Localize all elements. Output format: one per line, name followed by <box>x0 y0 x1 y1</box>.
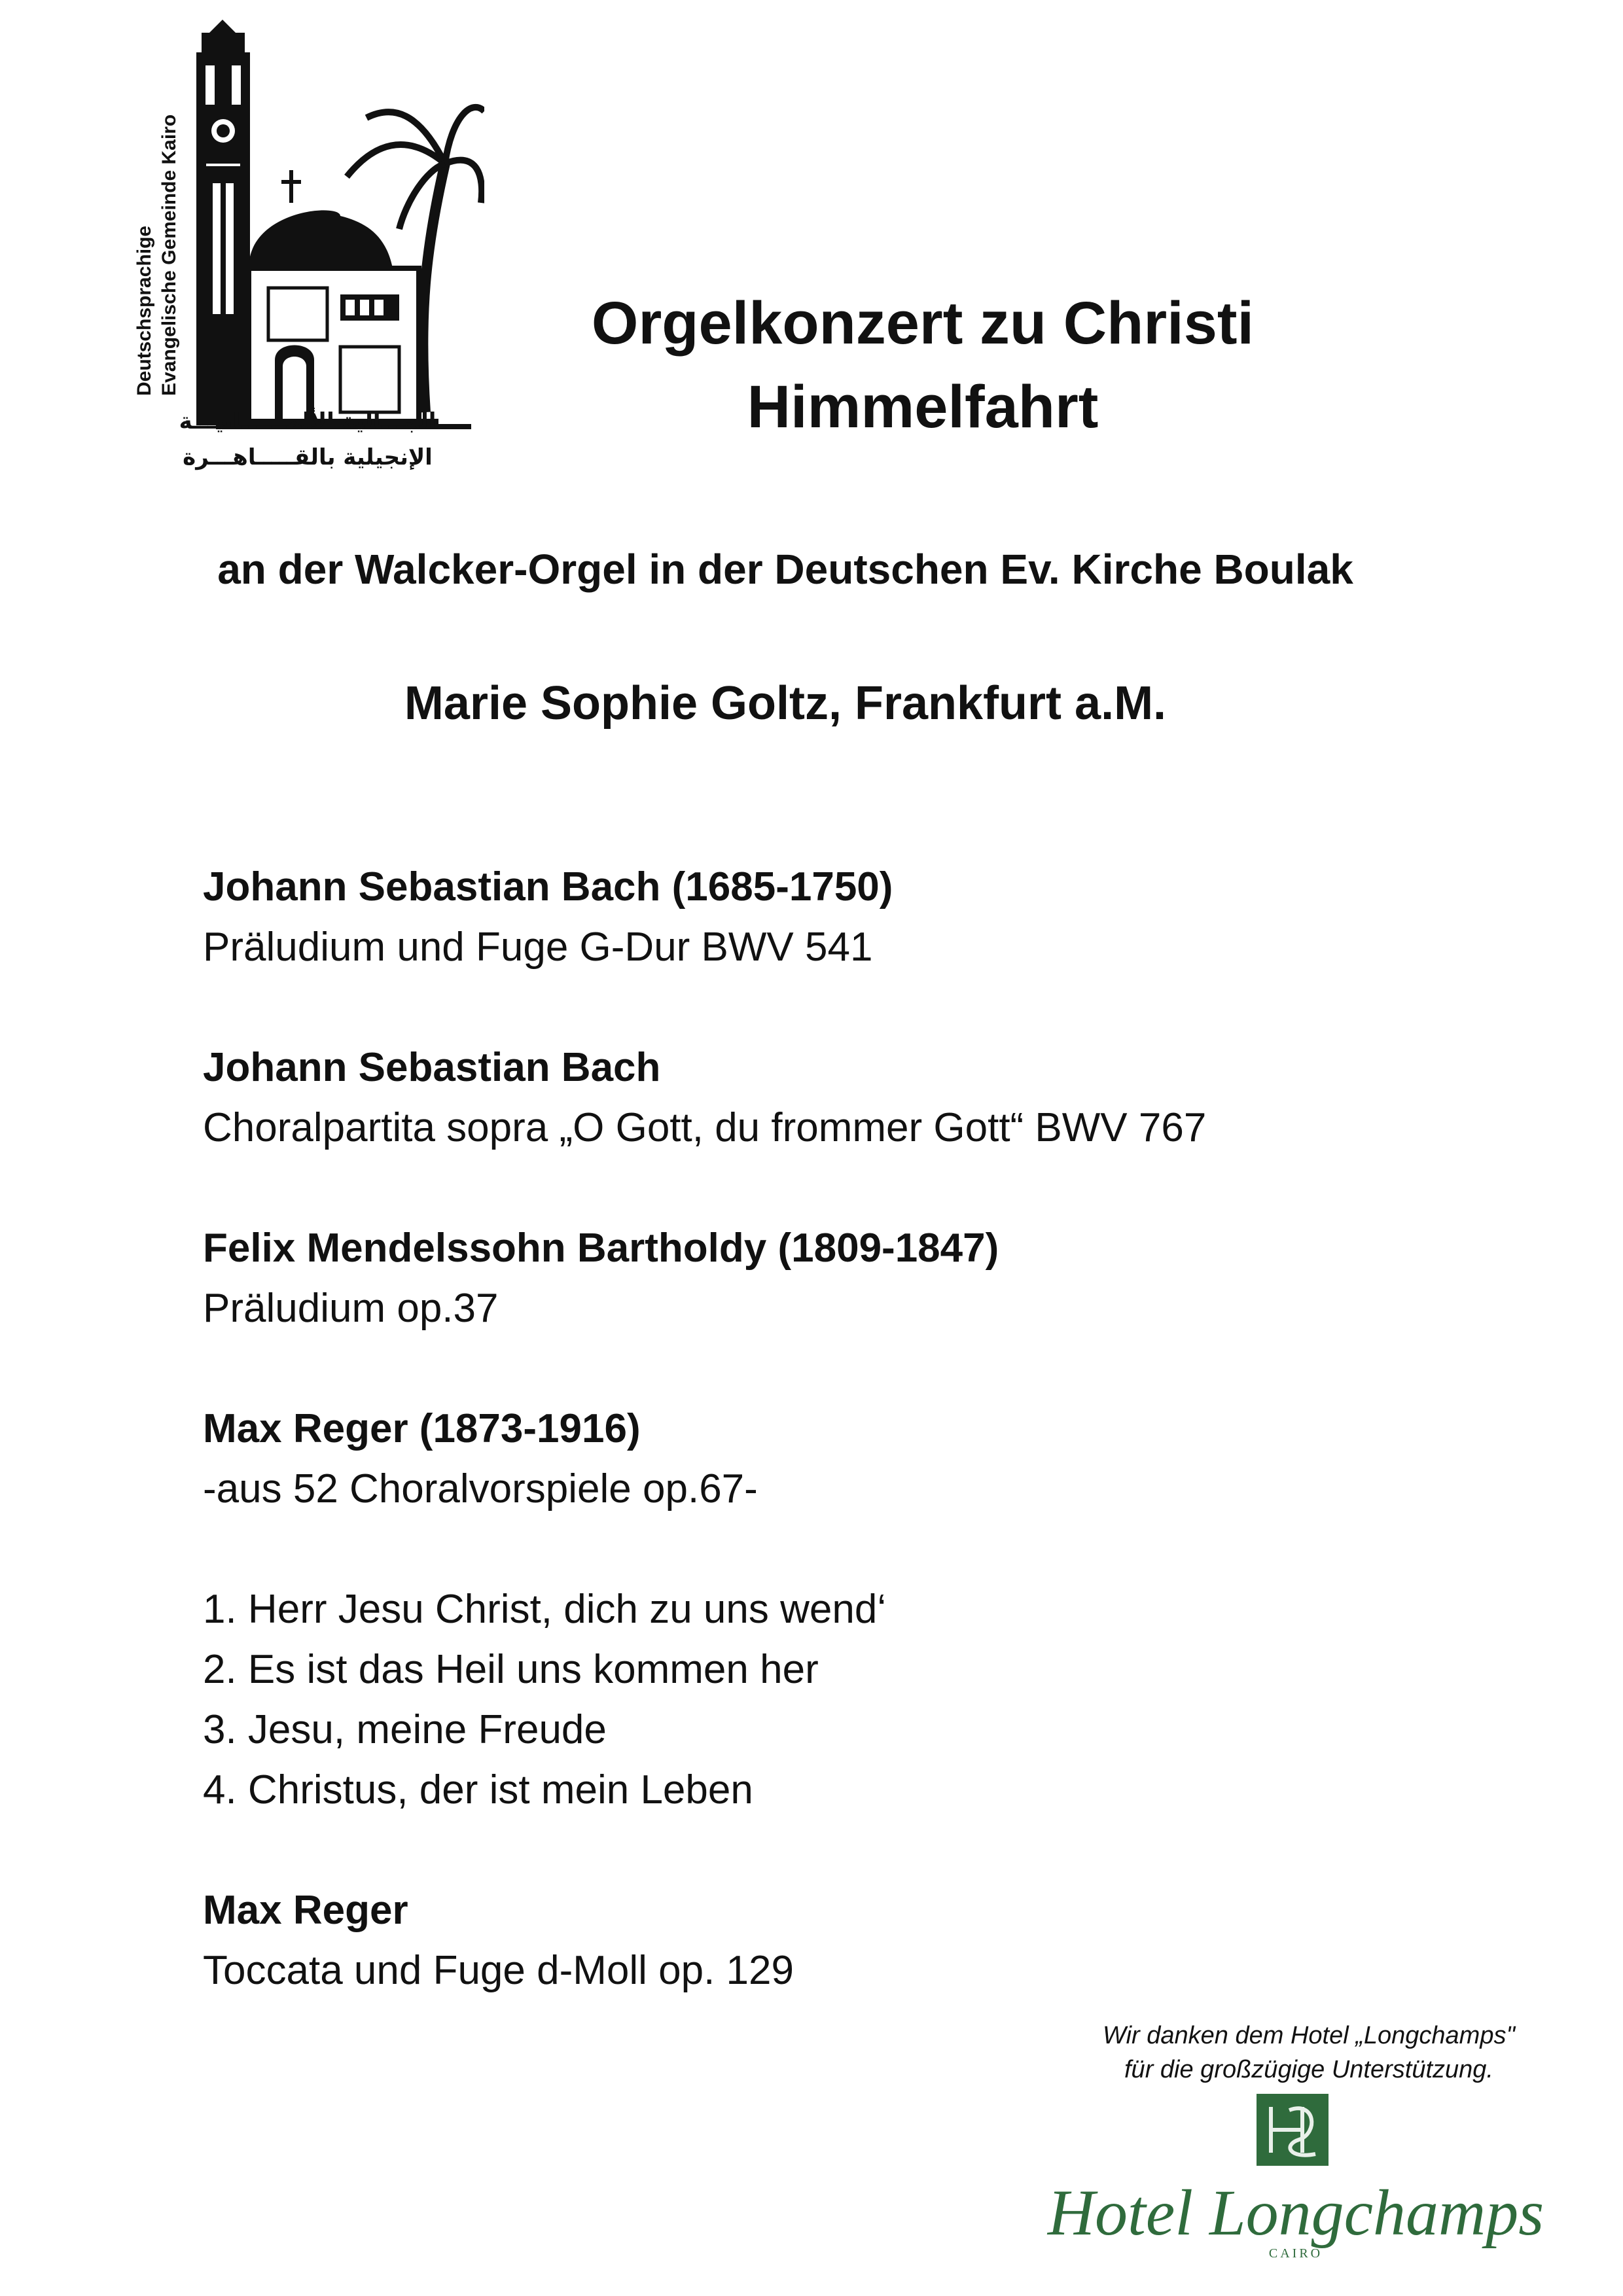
church-tower-icon <box>196 20 250 425</box>
logo-arabic-line1: الجـــالية الألمــــــانيـــة <box>179 408 437 434</box>
program-item <box>203 1881 1446 2001</box>
chorale-item: 1. Herr Jesu Christ, dich zu uns wend‘ <box>203 1587 887 1632</box>
work-title: Präludium und Fuge G-Dur BWV 541 <box>203 925 873 970</box>
chorale-item: 4. Christus, der ist mein Leben <box>203 1767 753 1812</box>
chorale-item: 2. Es ist das Heil uns kommen her <box>203 1647 819 1692</box>
program-item <box>203 1399 1446 1519</box>
work-title: Präludium op.37 <box>203 1286 499 1331</box>
title-line-2: Himmelfahrt <box>747 374 1099 440</box>
logo-arabic-line2: الإنجيلية بالقـــــاهـــرة <box>183 444 433 470</box>
thanks-line-2: für die großzügige Unterstützung. <box>1124 2056 1493 2083</box>
work-title: -aus 52 Choralvorspiele op.67- <box>203 1466 758 1511</box>
performer-name: Marie Sophie Goltz, Frankfurt a.M. <box>404 677 1167 730</box>
composer-name: Felix Mendelssohn Bartholdy (1809-1847) <box>203 1226 999 1271</box>
thanks-line-1: Wir danken dem Hotel „Longchamps" <box>1103 2022 1515 2049</box>
program-item <box>203 1218 1446 1339</box>
chorale-item: 3. Jesu, meine Freude <box>203 1707 607 1752</box>
logo-text-line2: Evangelische Gemeinde Kairo <box>158 114 180 396</box>
composer-name: Johann Sebastian Bach <box>203 1045 661 1090</box>
program-item <box>203 857 1446 978</box>
venue-subtitle: an der Walcker-Orgel in der Deutschen Ev. Kirche Boulak <box>217 546 1353 593</box>
church-logo <box>118 20 484 478</box>
page-title <box>550 281 1296 449</box>
hotel-name: Hotel Longchamps <box>1047 2176 1544 2249</box>
work-title: Choralpartita sopra „O Gott, du frommer Gott“ BWV 767 <box>203 1105 1207 1150</box>
sponsor-thanks <box>1021 2019 1597 2087</box>
title-line-1: Orgelkonzert zu Christi <box>591 290 1255 357</box>
chorale-list <box>203 1580 1446 1820</box>
composer-name: Johann Sebastian Bach (1685-1750) <box>203 864 893 910</box>
hotel-city: CAIRO <box>1268 2246 1323 2261</box>
program-item <box>203 1038 1446 1158</box>
concert-program <box>203 857 1446 2061</box>
composer-name: Max Reger (1873-1916) <box>203 1406 641 1451</box>
hotel-logo <box>1041 2094 1551 2284</box>
hotel-monogram-icon <box>1257 2094 1329 2166</box>
logo-text-line1: Deutschsprachige <box>134 225 155 396</box>
work-title: Toccata und Fuge d-Moll op. 129 <box>203 1948 794 1993</box>
composer-name: Max Reger <box>203 1888 408 1933</box>
